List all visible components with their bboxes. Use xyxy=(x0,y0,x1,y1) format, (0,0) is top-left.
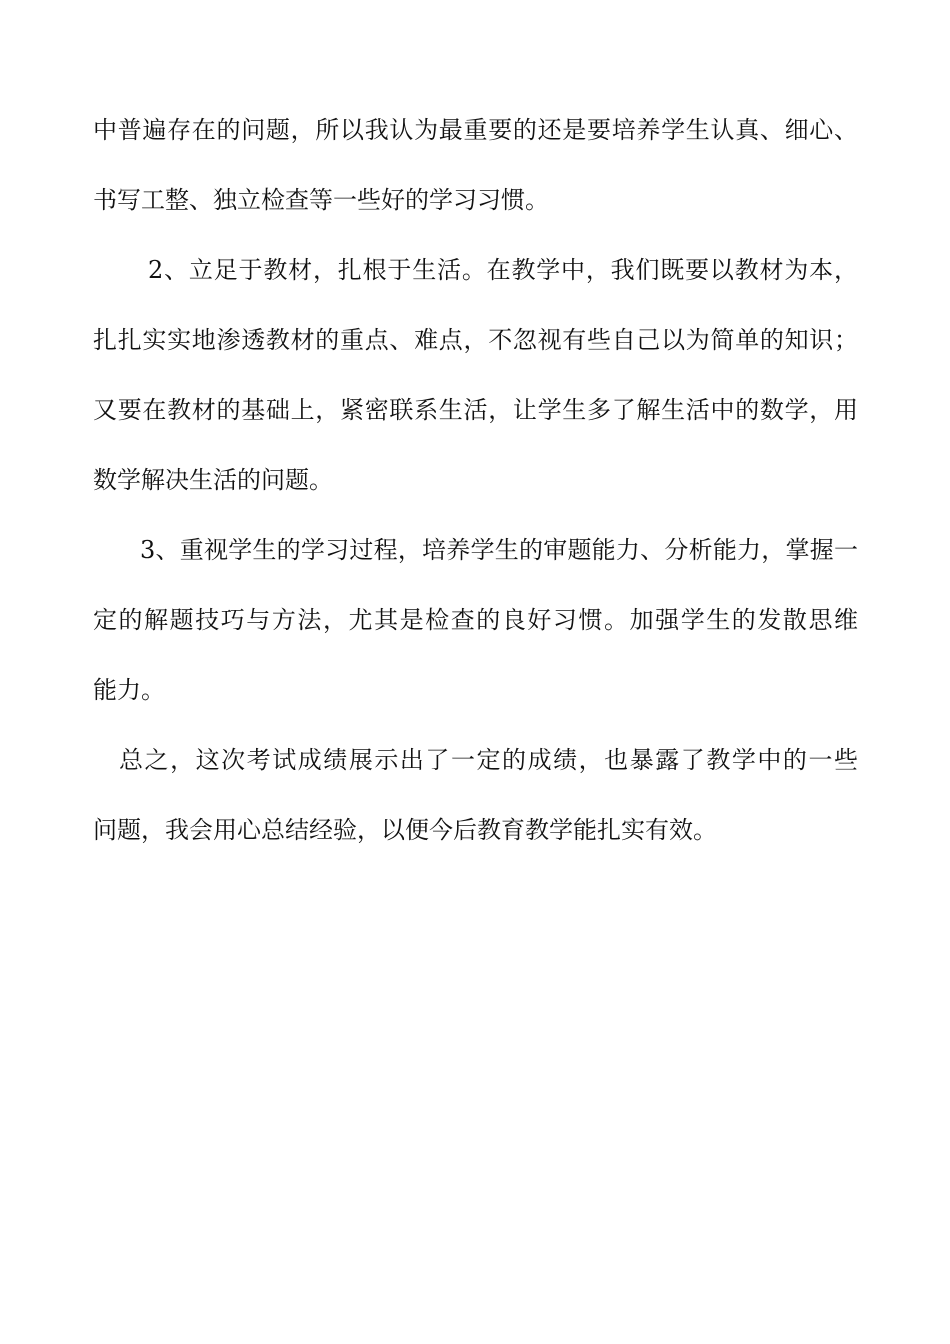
text-line: 2、立足于教材，扎根于生活。在教学中，我们既要以教材为本， xyxy=(148,256,858,284)
text-line: 中普遍存在的问题，所以我认为最重要的还是要培养学生认真、细心、 xyxy=(93,116,858,144)
text-line: 扎扎实实地渗透教材的重点、难点，不忽视有些自己以为简单的知识； xyxy=(93,326,858,354)
text-line: 3、重视学生的学习过程，培养学生的审题能力、分析能力，掌握一 xyxy=(140,536,858,564)
text-line: 能力。 xyxy=(93,676,165,704)
text-line: 问题，我会用心总结经验，以便今后教育教学能扎实有效。 xyxy=(93,816,717,844)
text-line: 总之，这次考试成绩展示出了一定的成绩，也暴露了教学中的一些 xyxy=(119,746,858,774)
text-line: 书写工整、独立检查等一些好的学习习惯。 xyxy=(93,186,549,214)
text-line: 定的解题技巧与方法，尤其是检查的良好习惯。加强学生的发散思维 xyxy=(93,606,858,634)
text-line: 数学解决生活的问题。 xyxy=(93,466,333,494)
text-line: 又要在教材的基础上，紧密联系生活，让学生多了解生活中的数学，用 xyxy=(93,396,858,424)
